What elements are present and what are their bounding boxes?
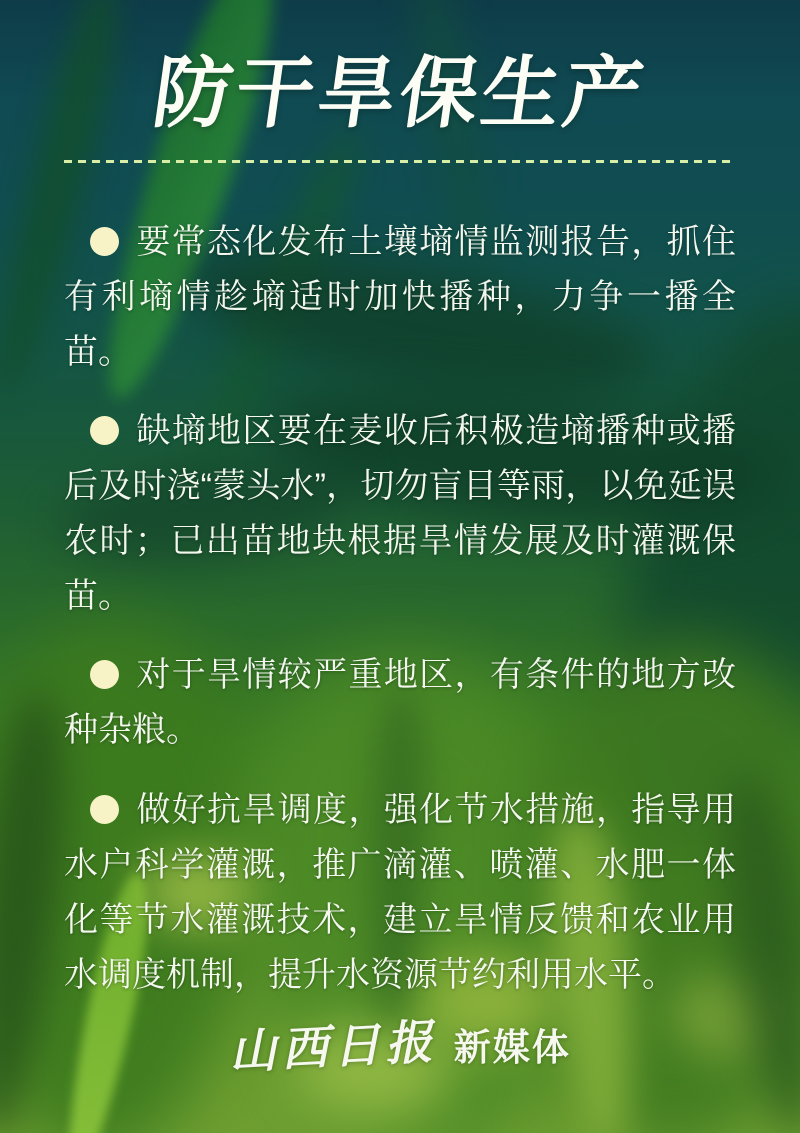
bullet-text: 做好抗旱调度，强化节水措施，指导用水户科学灌溉，推广滴灌、喷灌、水肥一体化等节水灌溉技术，建立旱情反馈和农业用水调度机制，提升水资源节约利用水平。 xyxy=(64,790,736,994)
bullet-dot-icon xyxy=(90,660,119,689)
bullet-text: 对于旱情较严重地区，有条件的地方改种杂粮。 xyxy=(64,656,736,750)
bullet-dot-icon xyxy=(90,416,119,445)
bullet-list xyxy=(64,215,736,1003)
bullet-text: 要常态化发布土壤墒情监测报告，抓住有利墒情趁墒适时加快播种，力争一播全苗。 xyxy=(64,222,736,371)
bullet-item xyxy=(64,783,736,1003)
dashed-divider xyxy=(64,160,736,163)
page-title: 防干旱保生产 xyxy=(147,49,653,137)
brand-logo-suffix: 新媒体 xyxy=(453,1026,571,1068)
bullet-item xyxy=(64,215,736,380)
bullet-item xyxy=(64,404,736,624)
brand-footer xyxy=(0,1010,800,1081)
bullet-dot-icon xyxy=(90,795,119,824)
bullet-dot-icon xyxy=(90,227,119,256)
bullet-text: 缺墒地区要在麦收后积极造墒播种或播后及时浇“蒙头水”，切勿盲目等雨，以免延误农时；已出苗地块根据旱情发展及时灌溉保苗。 xyxy=(64,412,736,616)
bullet-item xyxy=(64,648,736,758)
brand-logo-calligraphy: 山西日报 xyxy=(228,1014,439,1081)
